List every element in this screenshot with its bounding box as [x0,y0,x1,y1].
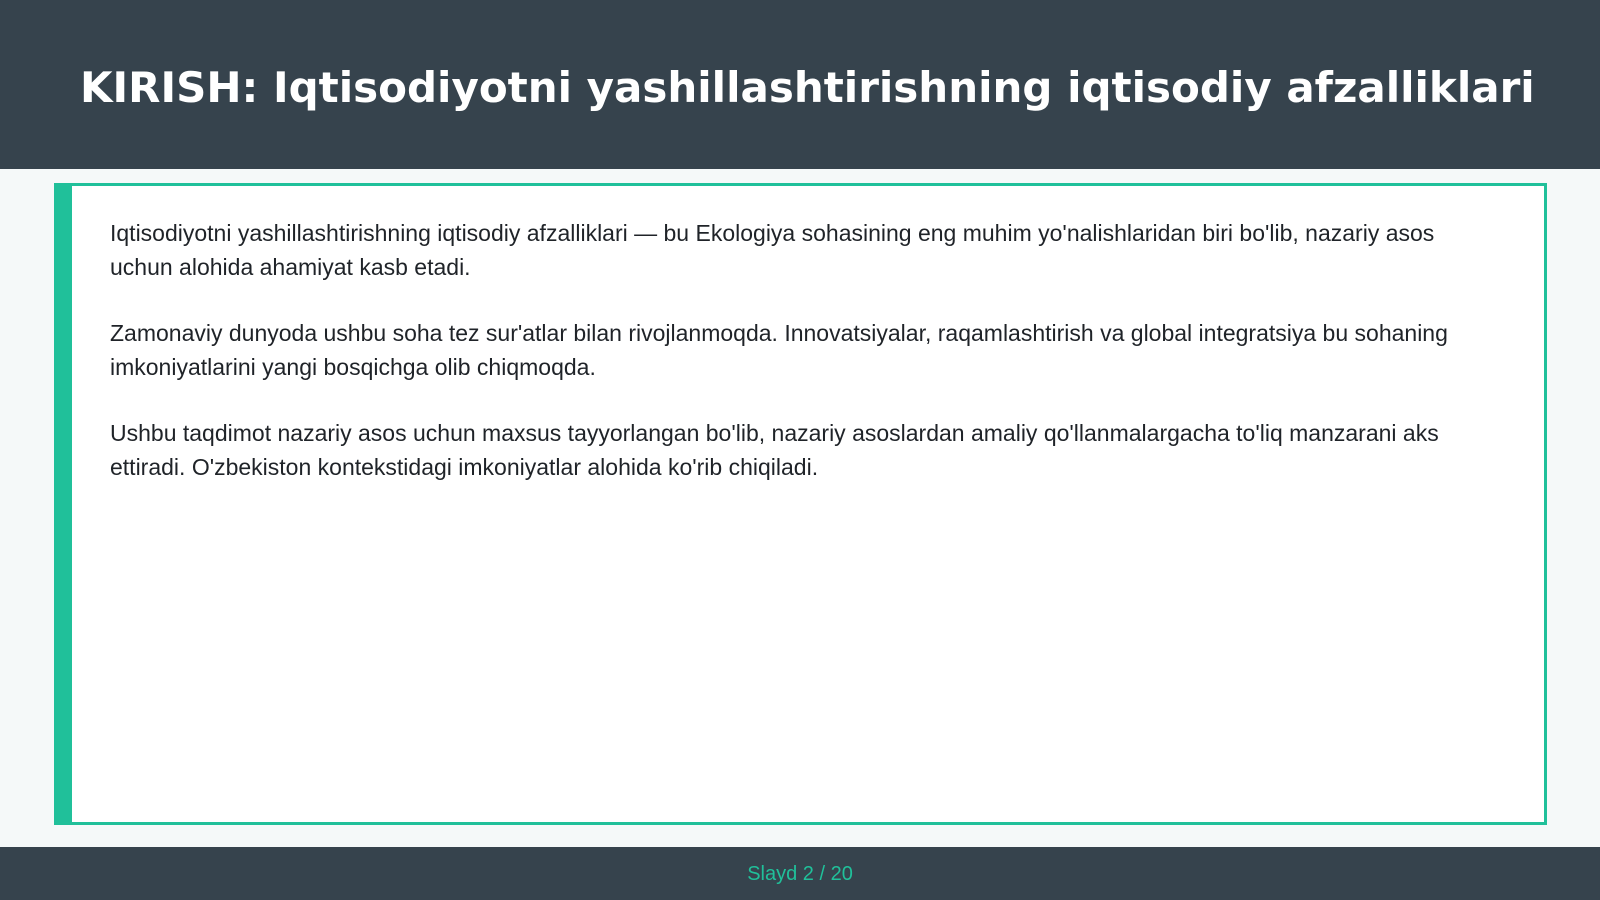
content-body [110,216,1500,516]
slide-footer [0,847,1600,900]
slide-counter: Slayd 2 / 20 [747,863,853,885]
content-card [54,183,1547,825]
paragraph-modern-world: Zamonaviy dunyoda ushbu soha tez sur'atlar bilan rivojlanmoqda. Innovatsiyalar, raqamlashtirish va global integratsiya bu sohaning imkoniyatlarini yangi bosqichga olib chiqmoqda. [110,320,1448,380]
paragraph-intro: Iqtisodiyotni yashillashtirishning iqtisodiy afzalliklari — bu Ekologiya sohasining eng muhim yo'nalishlaridan biri bo'lib, nazariy asos uchun alohida ahamiyat kasb etadi. [110,220,1435,280]
slide-header [0,0,1600,169]
paragraph-presentation-purpose: Ushbu taqdimot nazariy asos uchun maxsus tayyorlangan bo'lib, nazariy asoslardan amaliy qo'llanmalargacha to'liq manzarani aks ettiradi. O'zbekiston kontekstidagi imkoniyatlar alohida ko'rib chiqiladi. [110,420,1439,480]
slide-title: KIRISH: Iqtisodiyotni yashillashtirishning iqtisodiy afzalliklari [80,63,1535,112]
